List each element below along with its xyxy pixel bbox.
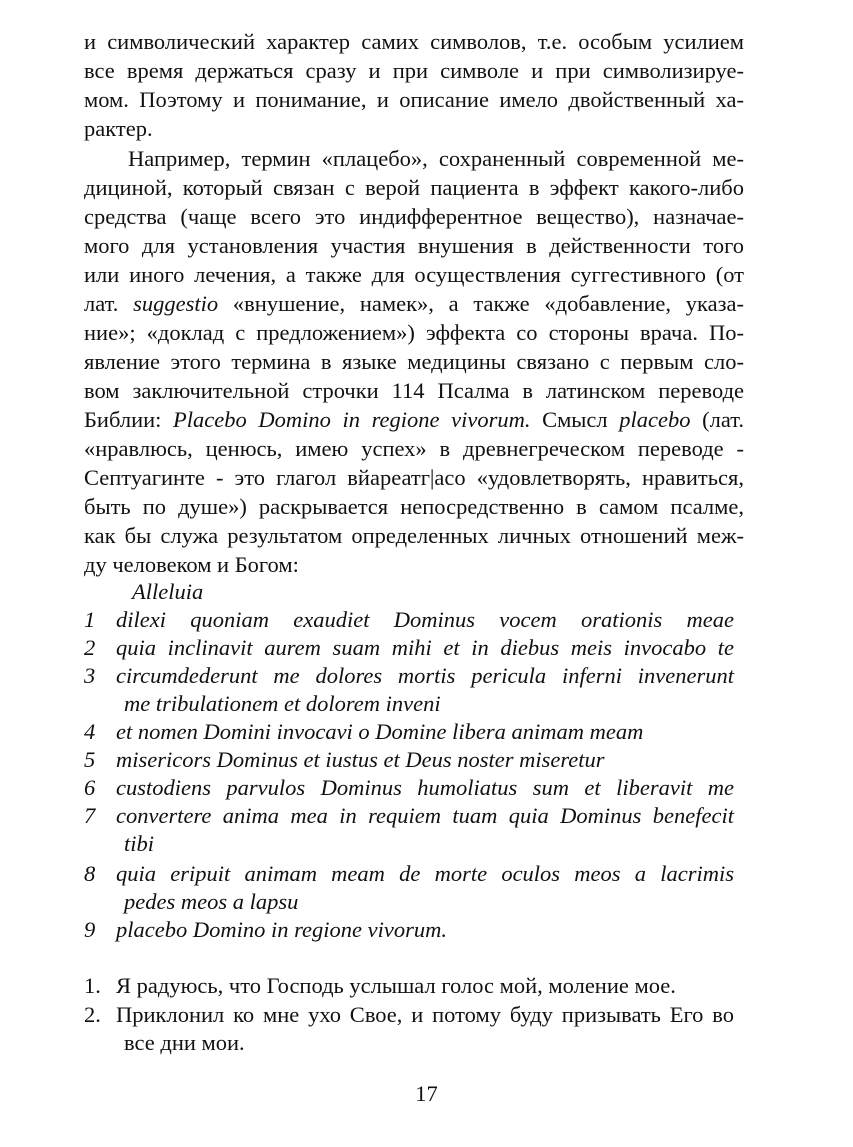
text-line [84, 406, 744, 434]
italic-term: Placebo Domino in regione vivorum. [173, 407, 531, 432]
psalm-title: Alleluia [132, 579, 204, 604]
text-run: (лат. [690, 407, 745, 432]
italic-term: suggestio [133, 291, 219, 316]
verse-number: 7 [84, 803, 96, 828]
verse-number: 9 [84, 917, 96, 942]
text-line: рактер. [84, 116, 153, 141]
verse-continuation: tibi [124, 831, 155, 856]
text-line: все время держаться сразу и при символе и при символизируе- [84, 58, 744, 83]
list-item-continuation: все дни мои. [124, 1030, 245, 1055]
text-line: ду человеком и Богом: [84, 552, 299, 577]
text-line: «нравлюсь, ценюсь, имею успех» в древнегреческом переводе - [84, 436, 744, 461]
text-line: мом. Поэтому и понимание, и описание имело двойственный ха- [84, 87, 744, 112]
text-run: Смысл [530, 407, 620, 432]
verse-number: 3 [84, 663, 96, 688]
text-line: или иного лечения, а также для осуществления суггестивного (от [84, 262, 744, 287]
text-run: Библии: [84, 407, 174, 432]
italic-term: placebo [619, 407, 691, 432]
verse-text: misericors Dominus et iustus et Deus noster miseretur [116, 747, 605, 772]
text-line: Септуагинте - это глагол вйареатг|асо «удовлетворять, нравиться, [84, 465, 744, 490]
text-line: явление этого термина в языке медицины связано с первым сло- [84, 349, 744, 374]
verse-text: custodiens parvulos Dominus humoliatus sum et liberavit me [116, 775, 734, 800]
text-run: «внушение, намек», а также «добавление, указа- [218, 291, 744, 316]
page-number: 17 [415, 1081, 438, 1106]
verse-text: convertere anima mea in requiem tuam quia Dominus benefecit [116, 803, 734, 828]
list-number: 1. [84, 973, 101, 998]
text-run: лат. [84, 291, 134, 316]
verse-number: 6 [84, 775, 96, 800]
verse-continuation: pedes meos a lapsu [124, 889, 299, 914]
verse-number: 1 [84, 607, 96, 632]
verse-text: circumdederunt me dolores mortis pericula inferni invenerunt [116, 663, 734, 688]
verse-text: et nomen Domini invocavi o Domine libera animam meam [116, 719, 644, 744]
verse-text: dilexi quoniam exaudiet Dominus vocem orationis meae [116, 607, 734, 632]
verse-text: quia eripuit animam meam de morte oculos meos a lacrimis [116, 861, 734, 886]
verse-text: placebo Domino in regione vivorum. [116, 917, 447, 942]
verse-number: 8 [84, 861, 96, 886]
verse-continuation: me tribulationem et dolorem inveni [124, 691, 441, 716]
text-line: быть по душе») раскрывается непосредственно в самом псалме, [84, 494, 744, 519]
verse-text: quia inclinavit aurem suam mihi et in diebus meis invocabo te [116, 635, 734, 660]
verse-number: 4 [84, 719, 96, 744]
verse-number: 5 [84, 747, 96, 772]
text-line: вом заключительной строчки 114 Псалма в латинском переводе [84, 378, 744, 403]
verse-number: 2 [84, 635, 96, 660]
list-item: Приклонил ко мне ухо Свое, и потому буду призывать Его во [116, 1002, 734, 1027]
text-line: и символический характер самих символов, т.е. особым усилием [84, 29, 744, 54]
list-item: Я радуюсь, что Господь услышал голос мой, моление мое. [116, 973, 676, 998]
text-line: как бы служа результатом определенных личных отношений меж- [84, 523, 744, 548]
text-line: дициной, который связан с верой пациента в эффект какого-либо [84, 175, 744, 200]
text-line [84, 290, 744, 318]
list-number: 2. [84, 1002, 101, 1027]
text-line: средства (чаще всего это индифферентное вещество), назначае- [84, 204, 744, 229]
text-line: Например, термин «плацебо», сохраненный современной ме- [128, 146, 744, 171]
text-line: мого для установления участия внушения в действенности того [84, 233, 744, 258]
text-line: ние»; «доклад с предложением») эффекта со стороны врача. По- [84, 320, 744, 345]
